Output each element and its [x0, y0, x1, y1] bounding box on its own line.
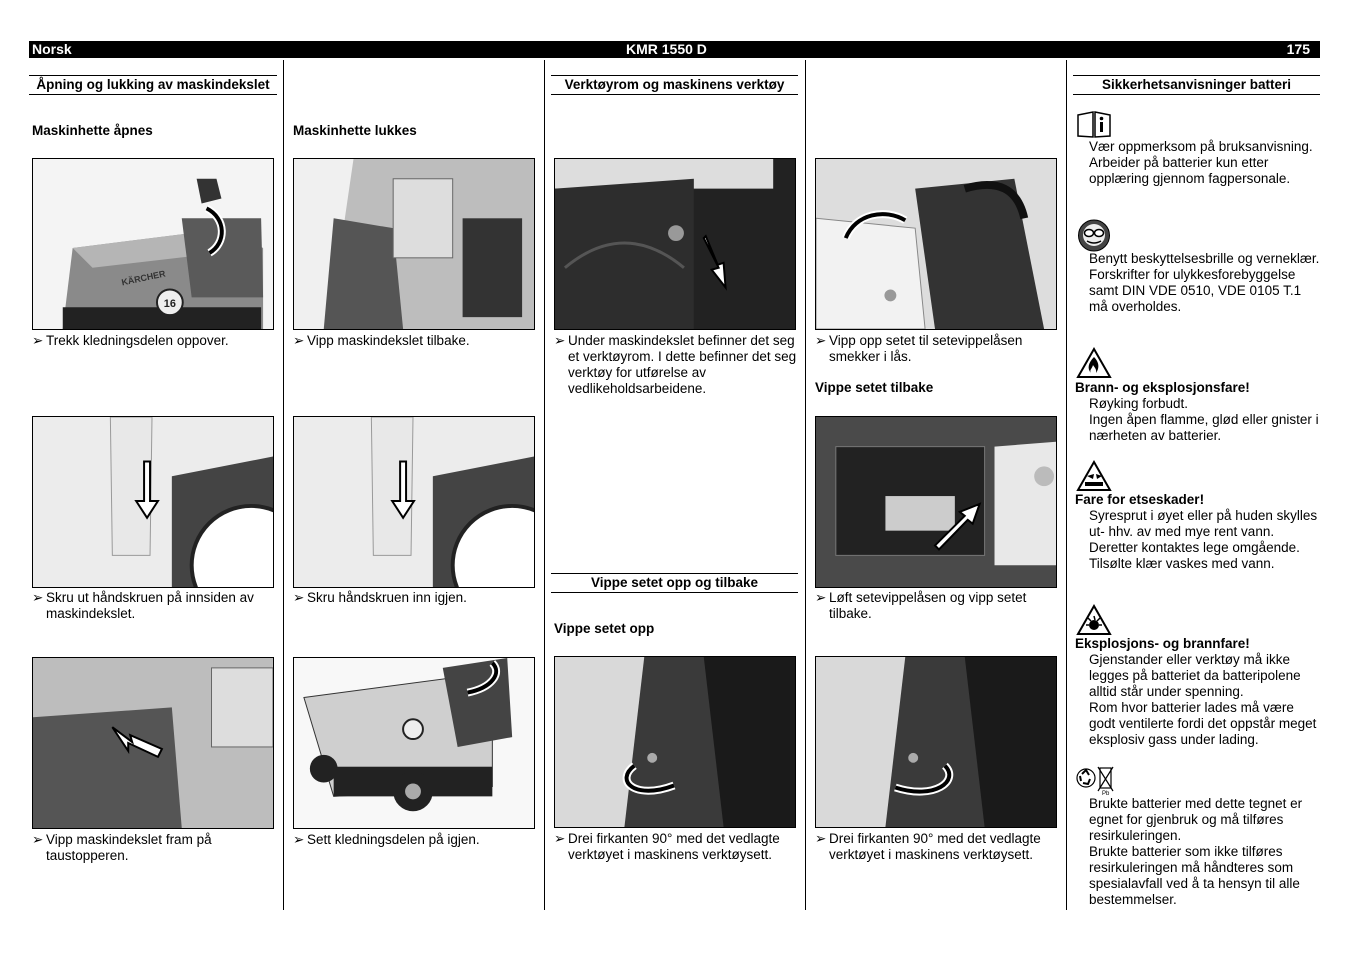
- lead-symbol-label: Pb: [1102, 791, 1110, 796]
- header-language: Norsk: [32, 41, 72, 57]
- safety-heading-fire: Brann- og eksplosjonsfare!: [1075, 380, 1250, 395]
- corrosive-hazard-icon: [1076, 460, 1112, 492]
- safety-text: Røyking forbudt.: [1089, 396, 1189, 411]
- photo-label-brand: KÄRCHER: [120, 268, 167, 288]
- photo-tilt-hood-back: [293, 158, 535, 330]
- recycling-icon: [1076, 764, 1116, 796]
- caption-text: Trekk kledningsdelen oppover.: [46, 333, 229, 348]
- explosion-hazard-icon: [1076, 604, 1112, 636]
- caption-lift-seat-lock: [815, 590, 1060, 622]
- safety-text: Brukte batterier som ikke tilføres resirkuleringen må håndteres som spesialavfall ved å ta hensyn til alle bestemmelser.: [1089, 844, 1300, 907]
- bullet: ➢: [554, 333, 566, 348]
- photo-unscrew-handscrew: [32, 416, 274, 588]
- bullet: ➢: [293, 832, 305, 847]
- section-title-open-close-hood: Åpning og lukking av maskindekslet: [29, 75, 277, 95]
- photo-tilt-hood-forward: [32, 657, 274, 829]
- photo-replace-cover: [293, 657, 535, 829]
- safety-text: Ingen åpen flamme, glød eller gnister i nærheten av batterier.: [1089, 412, 1319, 443]
- caption-text: Drei firkanten 90° med det vedlagte verktøyet i maskinens verktøysett.: [568, 831, 780, 862]
- caption-tilt-seat-up: [815, 333, 1060, 365]
- safety-text: Vær oppmerksom på bruksanvisning.: [1089, 139, 1313, 154]
- header-model: KMR 1550 D: [626, 41, 707, 57]
- photo-tool-compartment: [554, 158, 796, 330]
- caption-replace-cover: [293, 832, 538, 848]
- caption-unscrew-handscrew: [32, 590, 277, 622]
- bullet: ➢: [293, 590, 305, 605]
- bullet: ➢: [32, 590, 44, 605]
- page-header: [29, 41, 1320, 58]
- safety-text: Gjenstander eller verktøy må ikke legges på batteriet da batteripolene alltid står under spenning.: [1089, 652, 1301, 699]
- safety-block-manual: [1089, 139, 1321, 187]
- bullet: ➢: [815, 831, 827, 846]
- safety-block-fire: [1089, 396, 1321, 444]
- photo-screw-handscrew-in: [293, 416, 535, 588]
- bullet: ➢: [815, 333, 827, 348]
- photo-tilt-seat-up: [815, 158, 1057, 330]
- safety-heading-explosion: Eksplosjons- og brannfare!: [1075, 636, 1250, 651]
- photo-turn-square-up: [554, 656, 796, 828]
- safety-block-explosion: [1089, 652, 1321, 748]
- bullet: ➢: [554, 831, 566, 846]
- caption-turn-square-back: [815, 831, 1060, 863]
- caption-screw-handscrew-in: [293, 590, 538, 606]
- header-page-number: 175: [1286, 41, 1310, 57]
- photo-battery-compartment: [815, 416, 1057, 588]
- caption-text: Vipp maskindekslet fram på taustopperen.: [46, 832, 212, 863]
- column-divider: [1066, 60, 1067, 910]
- bullet: ➢: [32, 832, 44, 847]
- caption-text: Vipp opp setet til setevippelåsen smekker i lås.: [829, 333, 1023, 364]
- caption-text: Drei firkanten 90° med det vedlagte verktøyet i maskinens verktøysett.: [829, 831, 1041, 862]
- safety-text: Rom hvor batterier lades må være godt ventilerte fordi det oppstår meget eksplosiv gass under lading.: [1089, 700, 1317, 747]
- photo-turn-square-back: [815, 656, 1057, 828]
- caption-text: Vipp maskindekslet tilbake.: [307, 333, 470, 348]
- subtitle-hood-open: Maskinhette åpnes: [32, 123, 153, 138]
- caption-tilt-hood-back: [293, 333, 538, 349]
- read-manual-icon: [1076, 109, 1112, 139]
- bullet: ➢: [293, 333, 305, 348]
- caption-text: Skru håndskruen inn igjen.: [307, 590, 467, 605]
- safety-text: Deretter kontaktes lege omgående.: [1089, 540, 1300, 555]
- photo-label-number: 16: [163, 298, 176, 311]
- fire-hazard-icon: [1076, 347, 1112, 379]
- subtitle-tilt-seat-back: Vippe setet tilbake: [815, 380, 934, 395]
- safety-text: Benytt beskyttelsesbrille og verneklær.: [1089, 251, 1320, 266]
- safety-text: Arbeider på batterier kun etter opplæring gjennom fagpersonale.: [1089, 155, 1291, 186]
- caption-tool-compartment: [554, 333, 799, 397]
- bullet: ➢: [815, 590, 827, 605]
- safety-block-goggles: [1089, 251, 1321, 315]
- caption-text: Løft setevippelåsen og vipp setet tilbake.: [829, 590, 1027, 621]
- safety-text: Forskrifter for ulykkesforebyggelse samt DIN VDE 0510, VDE 0105 T.1 må overholdes.: [1089, 267, 1302, 314]
- caption-turn-square-up: [554, 831, 799, 863]
- safety-text: Tilsølte klær vaskes med vann.: [1089, 556, 1275, 571]
- bullet: ➢: [32, 333, 44, 348]
- column-divider: [544, 60, 545, 910]
- safety-block-corrosive: [1089, 508, 1321, 572]
- safety-text: Syresprut i øyet eller på huden skylles ut- hhv. av med mye rent vann.: [1089, 508, 1318, 539]
- photo-pull-cover-up: [32, 158, 274, 330]
- caption-text: Skru ut håndskruen på innsiden av maskindekslet.: [46, 590, 254, 621]
- subtitle-tilt-seat-up: Vippe setet opp: [554, 621, 655, 636]
- column-divider: [805, 60, 806, 910]
- column-divider: [283, 60, 284, 910]
- section-title-tool-compartment: Verktøyrom og maskinens verktøy: [551, 75, 798, 95]
- subtitle-hood-close: Maskinhette lukkes: [293, 123, 417, 138]
- caption-text: Sett kledningsdelen på igjen.: [307, 832, 480, 847]
- section-title-tilt-seat: Vippe setet opp og tilbake: [551, 573, 798, 593]
- caption-pull-cover-up: [32, 333, 277, 349]
- section-title-battery-safety: Sikkerhetsanvisninger batteri: [1073, 75, 1320, 95]
- safety-text: Brukte batterier med dette tegnet er egnet for gjenbruk og må tilføres resirkuleringen.: [1089, 796, 1303, 843]
- caption-text: Under maskindekslet befinner det seg et verktøyrom. I dette befinner det seg verktøy for utførelse av vedlikeholdsarbeidene.: [568, 333, 797, 396]
- protective-goggles-icon: [1076, 219, 1112, 252]
- safety-block-recycling: [1089, 796, 1321, 908]
- caption-tilt-hood-forward: [32, 832, 277, 864]
- safety-heading-corrosive: Fare for etseskader!: [1075, 492, 1205, 507]
